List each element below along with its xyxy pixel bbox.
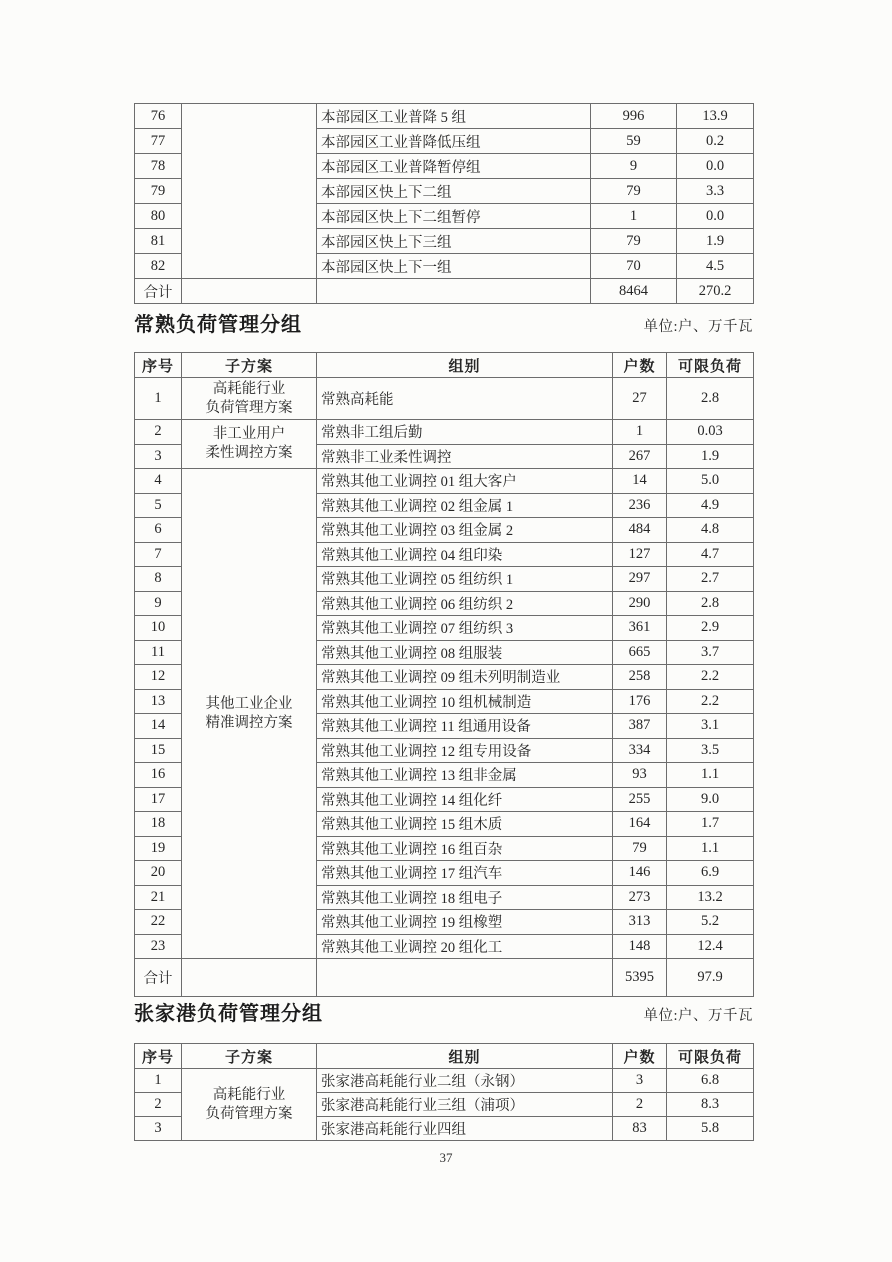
cell-serial: 18 <box>135 812 182 837</box>
cell-group: 常熟其他工业调控 07 组纺织 3 <box>317 616 613 641</box>
zhangjiagang-unit-label: 单位:户、万千瓦 <box>643 1008 753 1024</box>
cell-load: 2.7 <box>667 567 754 592</box>
cell-households: 236 <box>613 493 667 518</box>
cell-households: 334 <box>613 738 667 763</box>
header-cell: 子方案 <box>182 353 317 378</box>
cell-serial: 17 <box>135 787 182 812</box>
table-total-row <box>135 959 754 997</box>
cell-load: 12.4 <box>667 934 754 959</box>
table-total-row <box>135 279 754 304</box>
cell-serial: 12 <box>135 665 182 690</box>
cell-households: 5395 <box>613 959 667 997</box>
cell-group <box>317 959 613 997</box>
cell-load: 3.5 <box>667 738 754 763</box>
cell-load: 0.03 <box>667 420 754 445</box>
zhangjiagang-section-title: 张家港负荷管理分组 <box>134 1003 323 1025</box>
cell-serial: 77 <box>135 129 182 154</box>
cell-subplan: 非工业用户 柔性调控方案 <box>182 420 317 469</box>
cell-group: 常熟其他工业调控 03 组金属 2 <box>317 518 613 543</box>
cell-load: 6.8 <box>667 1069 754 1093</box>
cell-load: 97.9 <box>667 959 754 997</box>
header-cell: 子方案 <box>182 1044 317 1069</box>
header-cell: 户数 <box>613 353 667 378</box>
page-number: 37 <box>439 1150 453 1165</box>
cell-households: 127 <box>613 542 667 567</box>
cell-group: 常熟其他工业调控 12 组专用设备 <box>317 738 613 763</box>
cell-households: 255 <box>613 787 667 812</box>
cell-group: 常熟其他工业调控 20 组化工 <box>317 934 613 959</box>
cell-group: 本部园区工业普降 5 组 <box>317 104 591 129</box>
cell-households: 273 <box>613 885 667 910</box>
cell-group: 常熟其他工业调控 14 组化纤 <box>317 787 613 812</box>
cell-group: 张家港高耗能行业三组（浦项） <box>317 1093 613 1117</box>
cell-group: 常熟其他工业调控 02 组金属 1 <box>317 493 613 518</box>
cell-serial: 80 <box>135 204 182 229</box>
zhangjiagang-section-header <box>134 1001 753 1027</box>
cell-load: 3.7 <box>667 640 754 665</box>
cell-households: 14 <box>613 469 667 494</box>
header-cell: 可限负荷 <box>667 1044 754 1069</box>
header-cell: 序号 <box>135 1044 182 1069</box>
cell-serial: 82 <box>135 254 182 279</box>
cell-serial: 19 <box>135 836 182 861</box>
cell-load: 5.0 <box>667 469 754 494</box>
cell-households: 484 <box>613 518 667 543</box>
cell-serial: 1 <box>135 1069 182 1093</box>
table-row <box>135 420 754 445</box>
cell-households: 267 <box>613 444 667 469</box>
cell-serial: 21 <box>135 885 182 910</box>
changshu-section-header <box>134 312 753 338</box>
cell-serial: 4 <box>135 469 182 494</box>
cell-load: 5.2 <box>667 910 754 935</box>
cell-group: 常熟其他工业调控 04 组印染 <box>317 542 613 567</box>
cell-group: 常熟其他工业调控 19 组橡塑 <box>317 910 613 935</box>
suzhou-groups-continuation-table <box>134 103 754 304</box>
cell-load: 9.0 <box>667 787 754 812</box>
cell-subplan <box>182 279 317 304</box>
table-header-row <box>135 353 754 378</box>
header-cell: 组别 <box>317 353 613 378</box>
cell-group: 常熟其他工业调控 01 组大客户 <box>317 469 613 494</box>
cell-serial: 8 <box>135 567 182 592</box>
cell-households: 79 <box>591 179 677 204</box>
cell-group: 本部园区快上下一组 <box>317 254 591 279</box>
cell-households: 176 <box>613 689 667 714</box>
cell-group: 常熟非工组后勤 <box>317 420 613 445</box>
cell-serial: 3 <box>135 1117 182 1141</box>
cell-group: 常熟其他工业调控 17 组汽车 <box>317 861 613 886</box>
cell-subplan: 高耗能行业 负荷管理方案 <box>182 378 317 420</box>
cell-group: 常熟非工业柔性调控 <box>317 444 613 469</box>
cell-serial: 1 <box>135 378 182 420</box>
cell-serial: 20 <box>135 861 182 886</box>
table-row <box>135 1069 754 1093</box>
cell-load: 4.9 <box>667 493 754 518</box>
cell-load: 1.7 <box>667 812 754 837</box>
cell-group: 常熟其他工业调控 08 组服装 <box>317 640 613 665</box>
cell-subplan <box>182 959 317 997</box>
cell-households: 996 <box>591 104 677 129</box>
cell-serial: 15 <box>135 738 182 763</box>
cell-serial: 79 <box>135 179 182 204</box>
cell-serial: 2 <box>135 420 182 445</box>
cell-load: 270.2 <box>677 279 754 304</box>
cell-households: 8464 <box>591 279 677 304</box>
cell-households: 258 <box>613 665 667 690</box>
cell-load: 3.1 <box>667 714 754 739</box>
cell-households: 2 <box>613 1093 667 1117</box>
cell-load: 6.9 <box>667 861 754 886</box>
cell-serial: 16 <box>135 763 182 788</box>
cell-households: 387 <box>613 714 667 739</box>
cell-load: 2.9 <box>667 616 754 641</box>
table-row <box>135 378 754 420</box>
cell-total-label: 合计 <box>135 279 182 304</box>
cell-group: 本部园区工业普降暂停组 <box>317 154 591 179</box>
cell-households: 59 <box>591 129 677 154</box>
cell-load: 0.2 <box>677 129 754 154</box>
cell-households: 665 <box>613 640 667 665</box>
cell-serial: 5 <box>135 493 182 518</box>
table-header-row <box>135 1044 754 1069</box>
cell-group: 常熟高耗能 <box>317 378 613 420</box>
cell-total-label: 合计 <box>135 959 182 997</box>
cell-load: 2.2 <box>667 689 754 714</box>
header-cell: 组别 <box>317 1044 613 1069</box>
cell-households: 79 <box>613 836 667 861</box>
cell-group: 本部园区工业普降低压组 <box>317 129 591 154</box>
cell-load: 8.3 <box>667 1093 754 1117</box>
cell-serial: 9 <box>135 591 182 616</box>
changshu-unit-label: 单位:户、万千瓦 <box>643 319 753 335</box>
cell-group: 张家港高耗能行业二组（永钢） <box>317 1069 613 1093</box>
cell-subplan: 高耗能行业 负荷管理方案 <box>182 1069 317 1141</box>
cell-serial: 11 <box>135 640 182 665</box>
cell-load: 2.8 <box>667 591 754 616</box>
cell-load: 13.2 <box>667 885 754 910</box>
cell-group: 常熟其他工业调控 05 组纺织 1 <box>317 567 613 592</box>
cell-load: 3.3 <box>677 179 754 204</box>
header-cell: 可限负荷 <box>667 353 754 378</box>
changshu-section-title: 常熟负荷管理分组 <box>134 314 302 336</box>
cell-load: 4.7 <box>667 542 754 567</box>
cell-households: 297 <box>613 567 667 592</box>
cell-load: 0.0 <box>677 204 754 229</box>
cell-load: 1.9 <box>667 444 754 469</box>
zhangjiagang-groups-table <box>134 1043 754 1141</box>
cell-load: 2.8 <box>667 378 754 420</box>
cell-households: 93 <box>613 763 667 788</box>
cell-serial: 14 <box>135 714 182 739</box>
cell-serial: 78 <box>135 154 182 179</box>
cell-load: 1.1 <box>667 763 754 788</box>
cell-serial: 13 <box>135 689 182 714</box>
cell-group: 常熟其他工业调控 15 组木质 <box>317 812 613 837</box>
cell-serial: 10 <box>135 616 182 641</box>
cell-households: 79 <box>591 229 677 254</box>
cell-serial: 81 <box>135 229 182 254</box>
cell-households: 70 <box>591 254 677 279</box>
cell-serial: 3 <box>135 444 182 469</box>
cell-households: 27 <box>613 378 667 420</box>
cell-group: 常熟其他工业调控 06 组纺织 2 <box>317 591 613 616</box>
cell-households: 9 <box>591 154 677 179</box>
cell-load: 1.1 <box>667 836 754 861</box>
cell-households: 3 <box>613 1069 667 1093</box>
cell-load: 4.5 <box>677 254 754 279</box>
cell-households: 164 <box>613 812 667 837</box>
cell-households: 1 <box>591 204 677 229</box>
cell-load: 2.2 <box>667 665 754 690</box>
cell-serial: 22 <box>135 910 182 935</box>
cell-households: 1 <box>613 420 667 445</box>
cell-group: 张家港高耗能行业四组 <box>317 1117 613 1141</box>
cell-serial: 76 <box>135 104 182 129</box>
header-cell: 序号 <box>135 353 182 378</box>
cell-serial: 2 <box>135 1093 182 1117</box>
cell-load: 13.9 <box>677 104 754 129</box>
cell-group <box>317 279 591 304</box>
cell-load: 1.9 <box>677 229 754 254</box>
cell-households: 146 <box>613 861 667 886</box>
cell-subplan <box>182 104 317 279</box>
cell-group: 常熟其他工业调控 09 组未列明制造业 <box>317 665 613 690</box>
cell-serial: 6 <box>135 518 182 543</box>
cell-load: 4.8 <box>667 518 754 543</box>
cell-group: 本部园区快上下三组 <box>317 229 591 254</box>
table-row <box>135 104 754 129</box>
cell-group: 常熟其他工业调控 10 组机械制造 <box>317 689 613 714</box>
cell-serial: 23 <box>135 934 182 959</box>
cell-serial: 7 <box>135 542 182 567</box>
table-row <box>135 469 754 494</box>
cell-households: 83 <box>613 1117 667 1141</box>
cell-group: 本部园区快上下二组 <box>317 179 591 204</box>
cell-group: 常熟其他工业调控 11 组通用设备 <box>317 714 613 739</box>
cell-group: 常熟其他工业调控 16 组百杂 <box>317 836 613 861</box>
cell-households: 361 <box>613 616 667 641</box>
cell-load: 0.0 <box>677 154 754 179</box>
cell-group: 常熟其他工业调控 13 组非金属 <box>317 763 613 788</box>
cell-households: 313 <box>613 910 667 935</box>
cell-households: 148 <box>613 934 667 959</box>
cell-load: 5.8 <box>667 1117 754 1141</box>
cell-group: 常熟其他工业调控 18 组电子 <box>317 885 613 910</box>
cell-households: 290 <box>613 591 667 616</box>
changshu-groups-table <box>134 352 754 997</box>
header-cell: 户数 <box>613 1044 667 1069</box>
cell-subplan: 其他工业企业 精准调控方案 <box>182 469 317 959</box>
cell-group: 本部园区快上下二组暂停 <box>317 204 591 229</box>
